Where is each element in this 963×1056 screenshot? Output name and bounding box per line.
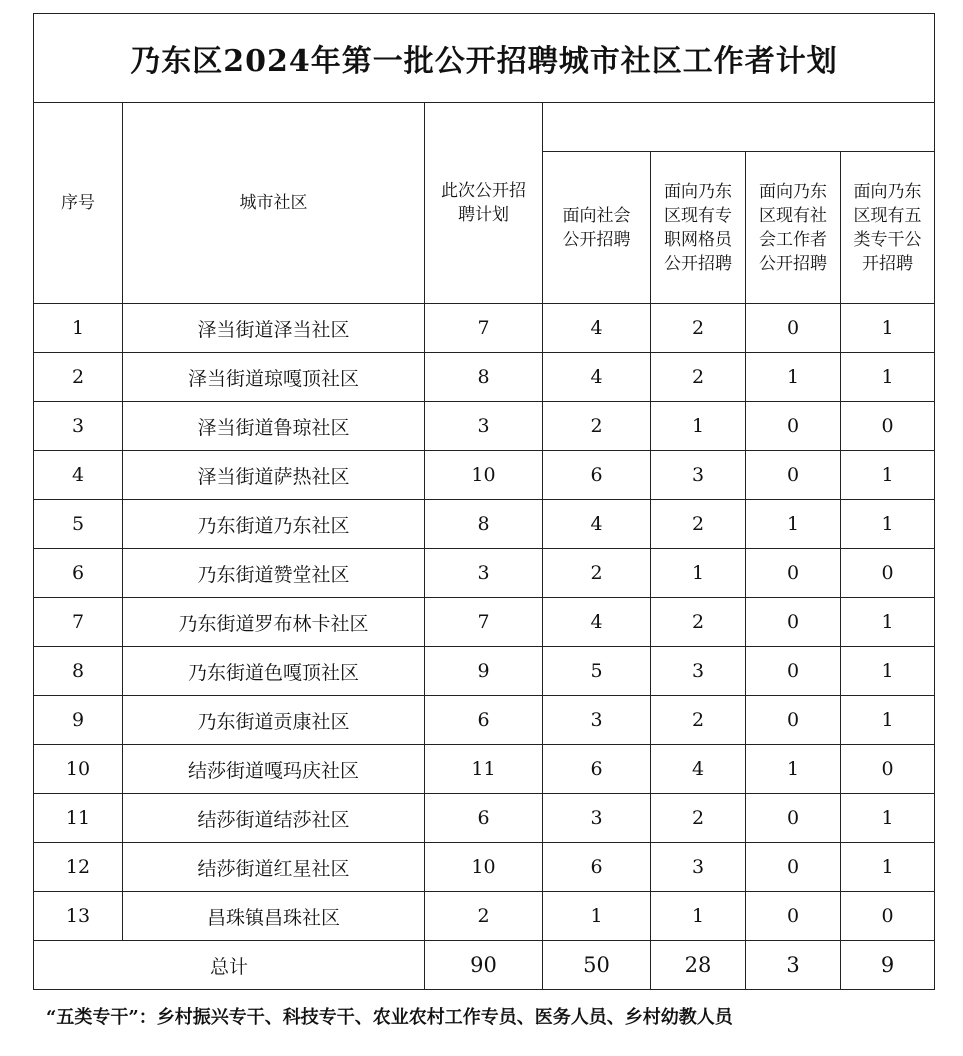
header-sub-public: 面向社会公开招聘 <box>543 152 651 304</box>
cell-seq: 2 <box>34 353 123 402</box>
total-five-types: 9 <box>841 941 935 990</box>
cell-community: 结莎街道结莎社区 <box>123 794 425 843</box>
cell-plan: 8 <box>425 500 543 549</box>
cell-public: 3 <box>543 794 651 843</box>
cell-public: 4 <box>543 500 651 549</box>
cell-social-workers: 0 <box>746 892 841 941</box>
total-label: 总计 <box>34 941 425 990</box>
table-row <box>34 500 935 549</box>
total-grid-staff: 28 <box>651 941 746 990</box>
cell-community: 泽当街道琼嘎顶社区 <box>123 353 425 402</box>
cell-seq: 5 <box>34 500 123 549</box>
cell-social-workers: 0 <box>746 598 841 647</box>
cell-grid-staff: 2 <box>651 304 746 353</box>
cell-seq: 3 <box>34 402 123 451</box>
cell-plan: 10 <box>425 843 543 892</box>
cell-five-types: 1 <box>841 647 935 696</box>
cell-plan: 6 <box>425 794 543 843</box>
cell-grid-staff: 2 <box>651 598 746 647</box>
cell-five-types: 0 <box>841 402 935 451</box>
cell-five-types: 0 <box>841 892 935 941</box>
cell-plan: 10 <box>425 451 543 500</box>
cell-seq: 11 <box>34 794 123 843</box>
cell-social-workers: 0 <box>746 794 841 843</box>
cell-five-types: 1 <box>841 843 935 892</box>
cell-seq: 12 <box>34 843 123 892</box>
cell-five-types: 1 <box>841 598 935 647</box>
total-social-workers: 3 <box>746 941 841 990</box>
header-seq: 序号 <box>34 103 123 304</box>
cell-community: 乃东街道色嘎顶社区 <box>123 647 425 696</box>
header-sub-grid-staff: 面向乃东区现有专职网格员公开招聘 <box>651 152 746 304</box>
cell-grid-staff: 1 <box>651 892 746 941</box>
header-plan: 此次公开招聘计划 <box>425 103 543 304</box>
recruitment-plan-table <box>33 13 935 990</box>
cell-seq: 4 <box>34 451 123 500</box>
cell-seq: 6 <box>34 549 123 598</box>
cell-seq: 10 <box>34 745 123 794</box>
table-row <box>34 451 935 500</box>
table-row <box>34 745 935 794</box>
cell-public: 6 <box>543 843 651 892</box>
total-row <box>34 941 935 990</box>
header-sub-group <box>543 103 935 152</box>
cell-plan: 7 <box>425 598 543 647</box>
cell-community: 结莎街道红星社区 <box>123 843 425 892</box>
cell-social-workers: 1 <box>746 500 841 549</box>
cell-social-workers: 0 <box>746 647 841 696</box>
table-row <box>34 647 935 696</box>
table-row <box>34 696 935 745</box>
cell-community: 乃东街道赞堂社区 <box>123 549 425 598</box>
table-body <box>34 304 935 941</box>
table-row <box>34 794 935 843</box>
cell-five-types: 1 <box>841 304 935 353</box>
cell-grid-staff: 3 <box>651 451 746 500</box>
cell-plan: 3 <box>425 402 543 451</box>
cell-social-workers: 1 <box>746 745 841 794</box>
cell-community: 泽当街道萨热社区 <box>123 451 425 500</box>
cell-plan: 3 <box>425 549 543 598</box>
cell-seq: 13 <box>34 892 123 941</box>
cell-social-workers: 0 <box>746 549 841 598</box>
cell-public: 3 <box>543 696 651 745</box>
cell-social-workers: 0 <box>746 843 841 892</box>
cell-social-workers: 0 <box>746 304 841 353</box>
cell-social-workers: 0 <box>746 696 841 745</box>
cell-community: 乃东街道乃东社区 <box>123 500 425 549</box>
cell-plan: 2 <box>425 892 543 941</box>
cell-social-workers: 0 <box>746 451 841 500</box>
cell-five-types: 0 <box>841 549 935 598</box>
cell-public: 4 <box>543 598 651 647</box>
cell-seq: 7 <box>34 598 123 647</box>
header-community: 城市社区 <box>123 103 425 304</box>
cell-five-types: 1 <box>841 696 935 745</box>
cell-public: 5 <box>543 647 651 696</box>
cell-grid-staff: 1 <box>651 402 746 451</box>
cell-public: 6 <box>543 451 651 500</box>
cell-five-types: 1 <box>841 794 935 843</box>
cell-plan: 6 <box>425 696 543 745</box>
cell-grid-staff: 2 <box>651 696 746 745</box>
table-title: 乃东区2024年第一批公开招聘城市社区工作者计划 <box>34 14 935 103</box>
cell-public: 1 <box>543 892 651 941</box>
cell-grid-staff: 4 <box>651 745 746 794</box>
cell-public: 4 <box>543 353 651 402</box>
cell-community: 昌珠镇昌珠社区 <box>123 892 425 941</box>
cell-community: 泽当街道鲁琼社区 <box>123 402 425 451</box>
cell-social-workers: 1 <box>746 353 841 402</box>
table-row <box>34 304 935 353</box>
header-sub-social-workers: 面向乃东区现有社会工作者公开招聘 <box>746 152 841 304</box>
cell-community: 乃东街道贡康社区 <box>123 696 425 745</box>
table-row <box>34 402 935 451</box>
table-row <box>34 892 935 941</box>
cell-public: 6 <box>543 745 651 794</box>
recruitment-plan-sheet <box>33 13 934 990</box>
total-public: 50 <box>543 941 651 990</box>
cell-plan: 8 <box>425 353 543 402</box>
cell-grid-staff: 2 <box>651 794 746 843</box>
cell-five-types: 1 <box>841 451 935 500</box>
cell-plan: 9 <box>425 647 543 696</box>
cell-plan: 7 <box>425 304 543 353</box>
cell-grid-staff: 3 <box>651 647 746 696</box>
cell-grid-staff: 3 <box>651 843 746 892</box>
total-plan: 90 <box>425 941 543 990</box>
footnote: “五类专干”：乡村振兴专干、科技专干、农业农村工作专员、医务人员、乡村幼教人员 <box>46 1007 733 1028</box>
cell-public: 4 <box>543 304 651 353</box>
cell-seq: 1 <box>34 304 123 353</box>
cell-plan: 11 <box>425 745 543 794</box>
cell-seq: 8 <box>34 647 123 696</box>
table-row <box>34 843 935 892</box>
header-sub-five-types: 面向乃东区现有五类专干公开招聘 <box>841 152 935 304</box>
cell-grid-staff: 1 <box>651 549 746 598</box>
cell-community: 泽当街道泽当社区 <box>123 304 425 353</box>
cell-public: 2 <box>543 402 651 451</box>
cell-social-workers: 0 <box>746 402 841 451</box>
cell-five-types: 1 <box>841 500 935 549</box>
cell-public: 2 <box>543 549 651 598</box>
cell-five-types: 0 <box>841 745 935 794</box>
cell-community: 乃东街道罗布林卡社区 <box>123 598 425 647</box>
cell-grid-staff: 2 <box>651 500 746 549</box>
table-row <box>34 549 935 598</box>
cell-seq: 9 <box>34 696 123 745</box>
cell-community: 结莎街道嘎玛庆社区 <box>123 745 425 794</box>
table-row <box>34 353 935 402</box>
cell-grid-staff: 2 <box>651 353 746 402</box>
table-row <box>34 598 935 647</box>
cell-five-types: 1 <box>841 353 935 402</box>
